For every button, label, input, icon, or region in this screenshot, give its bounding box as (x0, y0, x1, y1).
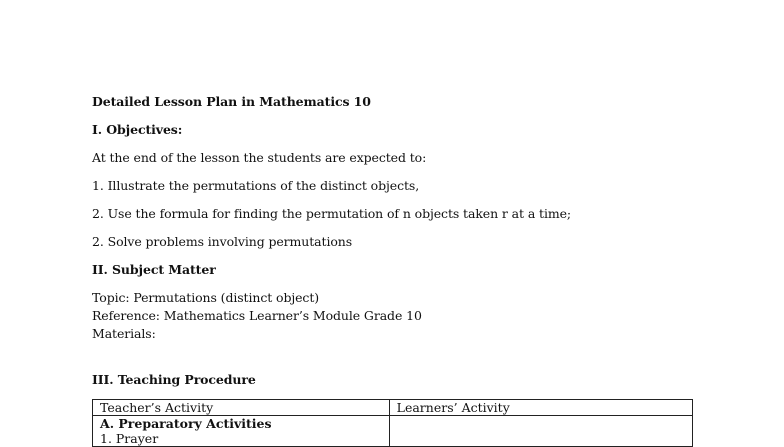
subject-topic: Topic: Permutations (distinct object) (92, 290, 320, 305)
subject-matter-heading: II. Subject Matter (92, 262, 216, 277)
subject-reference: Reference: Mathematics Learner’s Module Grade 10 (92, 308, 422, 323)
objectives-intro: At the end of the lesson the students are expected to: (92, 150, 427, 165)
teacher-activity-header: Teacher’s Activity (93, 400, 390, 416)
teaching-procedure-table (92, 399, 693, 447)
objective-item-1: 1. Illustrate the permutations of the distinct objects, (92, 178, 420, 193)
teacher-activity-cell (93, 416, 390, 447)
learner-activity-cell (389, 416, 692, 447)
table-row (93, 416, 693, 447)
preparatory-activities-label: A. Preparatory Activities (100, 416, 272, 431)
table-header-row (93, 400, 693, 416)
objective-item-3: 2. Solve problems involving permutations (92, 234, 353, 249)
teaching-procedure-heading: III. Teaching Procedure (92, 372, 256, 387)
objective-item-2: 2. Use the formula for finding the permutation of n objects taken r at a time; (92, 206, 572, 221)
lesson-plan-title: Detailed Lesson Plan in Mathematics 10 (92, 94, 371, 109)
prayer-item: 1. Prayer (100, 431, 159, 446)
objectives-heading: I. Objectives: (92, 122, 183, 137)
subject-materials: Materials: (92, 326, 156, 341)
learner-activity-header: Learners’ Activity (389, 400, 692, 416)
